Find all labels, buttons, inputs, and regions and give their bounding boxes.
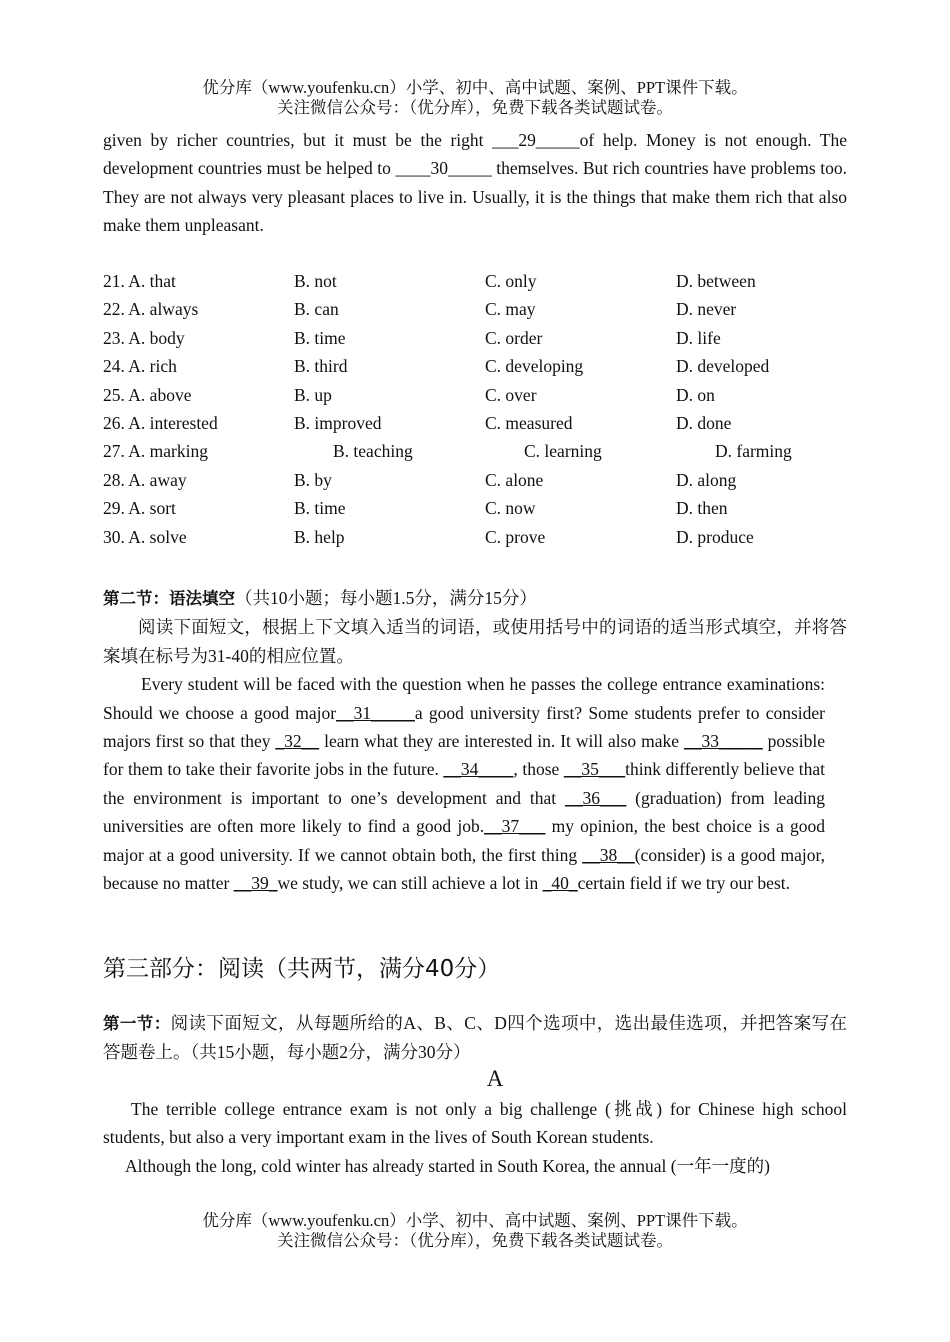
blank-31: __31_____ xyxy=(336,702,415,723)
page-footer xyxy=(0,1211,950,1251)
section-2-note: （共10小题；每小题1.5分，满分15分） xyxy=(235,588,537,608)
passage-text: learn what they are interested in. It will also make xyxy=(319,731,684,752)
option-row xyxy=(103,466,847,494)
header-line-1: 优分库（www.youfenku.cn）小学、初中、高中试题、案例、PPT课件下载。 xyxy=(202,78,748,97)
passage-a-p1: The terrible college entrance exam is not only a big challenge (挑战) for Chinese high school students, but also a very important exam in the lives of South Korean students. xyxy=(103,1099,847,1148)
option-b: B. time xyxy=(294,327,346,348)
option-a: 30. A. solve xyxy=(103,526,187,547)
option-b: B. improved xyxy=(294,412,382,433)
option-a: 26. A. interested xyxy=(103,412,218,433)
footer-line-1: 优分库（www.youfenku.cn）小学、初中、高中试题、案例、PPT课件下载。 xyxy=(202,1211,748,1230)
option-a: 22. A. always xyxy=(103,299,199,320)
blank-38: __38__ xyxy=(582,844,635,865)
option-b: B. can xyxy=(294,299,339,320)
option-c: C. only xyxy=(485,271,537,291)
header-line-2: 关注微信公众号：（优分库），免费下载各类试题试卷。 xyxy=(277,98,673,117)
part-3-title: 第三部分：阅读（共两节，满分40分） xyxy=(103,956,501,982)
cloze-passage-ending xyxy=(103,126,847,240)
passage-text: (consider) is a good major, because no matter xyxy=(103,844,825,894)
blank-30: ____30_____ xyxy=(395,158,492,179)
option-b: B. third xyxy=(294,356,348,377)
section-2-title: 第二节：语法填空 xyxy=(103,589,235,608)
passage-a-p2: Although the long, cold winter has already started in South Korea, the annual (一年一度的) xyxy=(125,1155,770,1176)
blank-40: _40_ xyxy=(542,873,578,894)
option-d: D. farming xyxy=(715,441,792,462)
option-row xyxy=(103,295,847,323)
section-3-1 xyxy=(103,1009,847,1067)
section-3-1-instruction: 阅读下面短文，从每题所给的A、B、C、D四个选项中，选出最佳选项，并把答案写在答题卷上。（共15小题，每小题2分，满分30分） xyxy=(103,1013,847,1063)
section-2-heading xyxy=(103,584,847,613)
cloze-options xyxy=(103,267,847,551)
option-c: C. may xyxy=(485,299,536,320)
option-c: C. over xyxy=(485,384,537,405)
footer-line-2: 关注微信公众号：（优分库），免费下载各类试题试卷。 xyxy=(277,1231,673,1250)
blank-36: __36___ xyxy=(565,787,627,808)
option-a: 29. A. sort xyxy=(103,498,176,519)
passage-text: (graduation) from leading universities are often more likely to find a good job. xyxy=(103,787,825,837)
grammar-passage xyxy=(103,670,825,897)
option-row xyxy=(103,437,847,465)
option-row xyxy=(103,523,847,551)
option-c: C. order xyxy=(485,327,543,348)
option-d: D. along xyxy=(676,469,737,490)
option-row xyxy=(103,267,847,295)
passage-text: of help. Money is not enough. The development countries must be helped to xyxy=(103,130,847,179)
option-a: 23. A. body xyxy=(103,327,185,348)
passage-text: certain field if we try our best. xyxy=(577,873,790,894)
option-c: C. now xyxy=(485,498,536,519)
passage-text: think differently believe that the environment is important to one’s development and that xyxy=(103,759,825,808)
passage-text: we study, we can still achieve a lot in xyxy=(277,873,543,894)
passage-text: a good university first? Some students prefer to consider majors first so that they xyxy=(103,702,825,752)
passage-text: possible for them to take their favorite jobs in the future. xyxy=(103,731,825,780)
section-2 xyxy=(103,584,847,897)
blank-37: __37___ xyxy=(484,816,546,837)
blank-32: _32__ xyxy=(275,731,320,752)
option-d: D. on xyxy=(676,384,715,405)
option-row xyxy=(103,494,847,522)
passage-text: , those xyxy=(513,759,564,780)
option-d: D. produce xyxy=(676,526,754,547)
option-row xyxy=(103,409,847,437)
passage-a xyxy=(103,1095,847,1180)
option-c: C. prove xyxy=(485,526,546,547)
option-row xyxy=(103,352,847,380)
option-row xyxy=(103,324,847,352)
option-b: B. by xyxy=(294,469,332,490)
passage-text: given by richer countries, but it must be the right xyxy=(103,130,493,150)
option-b: B. time xyxy=(294,498,346,519)
blank-34: __34____ xyxy=(443,759,514,780)
option-c: C. developing xyxy=(485,356,584,377)
option-c: C. learning xyxy=(524,441,602,462)
passage-a-label: A xyxy=(486,1066,504,1091)
option-d: D. developed xyxy=(676,356,770,377)
option-b: B. help xyxy=(294,526,345,547)
option-b: B. up xyxy=(294,384,332,405)
option-row xyxy=(103,381,847,409)
option-d: D. between xyxy=(676,271,756,291)
option-a: 25. A. above xyxy=(103,384,192,405)
option-b: B. teaching xyxy=(333,441,413,462)
option-a: 28. A. away xyxy=(103,469,187,490)
option-c: C. alone xyxy=(485,469,544,490)
option-b: B. not xyxy=(294,271,337,291)
blank-35: __35___ xyxy=(563,759,626,780)
option-d: D. then xyxy=(676,498,728,519)
option-d: D. life xyxy=(676,327,721,348)
option-a: 27. A. marking xyxy=(103,441,208,462)
option-d: D. done xyxy=(676,412,732,433)
passage-text: themselves. But rich countries have problems too. They are not always very pleasant places to live in. Usually, it is the things that make them rich that also make them unpleasant. xyxy=(103,158,847,236)
option-d: D. never xyxy=(676,299,737,320)
passage-text: Every student will be faced with the question when he passes the college entrance examinations: Should we choose a good major xyxy=(103,674,825,723)
option-c: C. measured xyxy=(485,412,573,433)
passage-text: my opinion, the best choice is a good major at a good university. If we cannot obtain both, the first thing xyxy=(103,816,826,865)
blank-39: __39_ xyxy=(233,873,278,894)
option-a: 21. A. that xyxy=(103,271,176,291)
page-header xyxy=(0,78,950,118)
section-3-1-title: 第一节： xyxy=(103,1014,171,1033)
blank-33: __33_____ xyxy=(683,731,763,752)
blank-29: ___29_____ xyxy=(492,130,580,150)
section-2-instruction: 阅读下面短文，根据上下文填入适当的词语，或使用括号中的词语的适当形式填空，并将答案填在标号为31-40的相应位置。 xyxy=(103,617,847,666)
option-a: 24. A. rich xyxy=(103,356,177,377)
